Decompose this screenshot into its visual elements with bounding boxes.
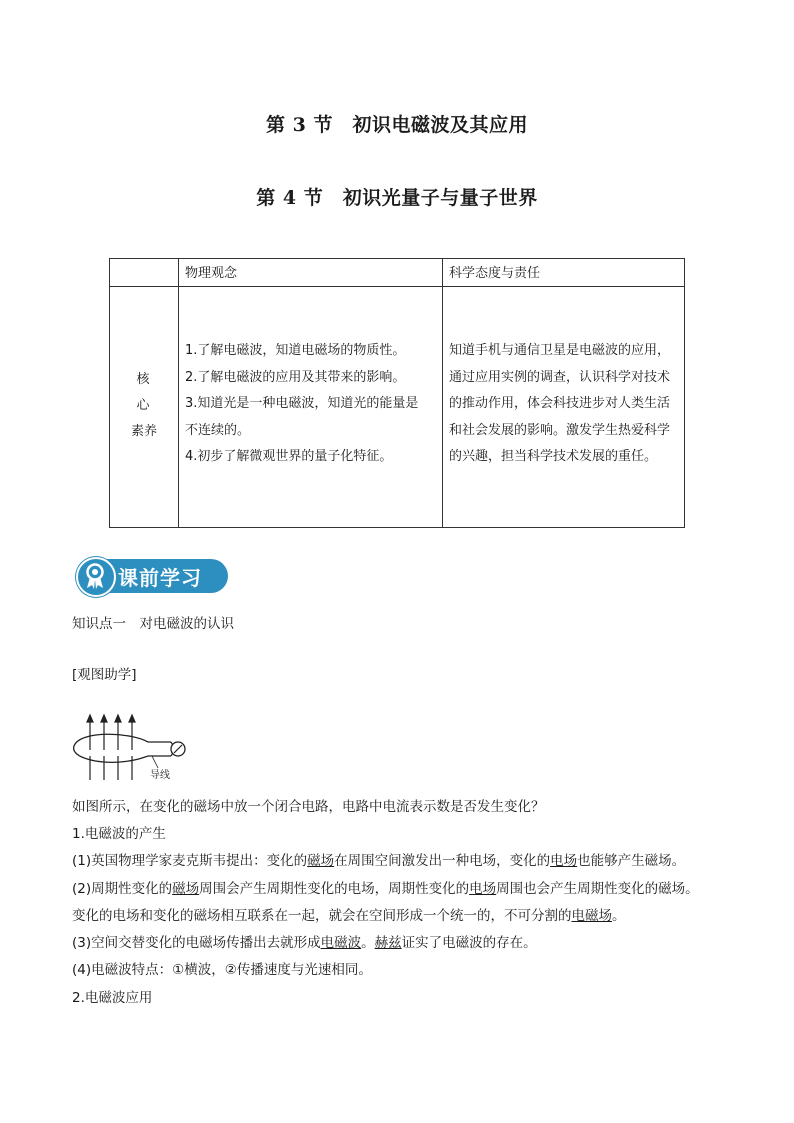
- pre-class-banner: [74, 557, 228, 595]
- subheading: [观图助学]: [72, 667, 137, 683]
- attitude-line: 和社会发展的影响。激发学生热爱科学: [449, 422, 671, 438]
- physics-concept-cell: [179, 287, 443, 528]
- paragraph-3: (3)空间交替变化的电磁场传播出去就形成电磁波。赫兹证实了电磁波的存在。: [72, 935, 537, 951]
- row-label-line-2: 素养: [131, 424, 158, 439]
- attitude-line: 的兴趣，担当科学技术发展的重任。: [449, 449, 658, 464]
- ribbon-award-icon: [82, 562, 108, 590]
- question-text: 如图所示，在变化的磁场中放一个闭合电路，电路中电流表示数是否发生变化？: [72, 799, 545, 815]
- table-corner-cell: [110, 259, 179, 287]
- physics-line: 1.了解电磁波，知道电磁场的物质性。: [185, 343, 406, 358]
- wire-label: 导线: [150, 770, 170, 781]
- physics-line: 2.了解电磁波的应用及其带来的影响。: [185, 369, 406, 385]
- paragraph-2: (2)周期性变化的磁场周围会产生周期性变化的电场，周期性变化的电场周围也会产生周期性变化的磁场。: [72, 881, 699, 897]
- table-header-physics: [179, 259, 443, 287]
- header-attitude-label: 科学态度与责任: [449, 266, 541, 281]
- paragraph-2-continued: 变化的电场和变化的磁场相互联系在一起，就会在空间形成一个统一的，不可分割的电磁场。: [72, 908, 626, 924]
- header-physics-label: 物理观念: [185, 266, 238, 281]
- section-1-title: 1.电磁波的产生: [72, 826, 166, 842]
- section-4-title: 第 4 节 初识光量子与量子世界: [256, 187, 538, 209]
- attitude-line: 知道手机与通信卫星是电磁波的应用，: [449, 343, 671, 358]
- paragraph-4: (4)电磁波特点：①横波，②传播速度与光速相同。: [72, 962, 372, 978]
- knowledge-point-heading: 知识点一 对电磁波的认识: [72, 616, 234, 632]
- row-label-line-1: 核 心: [136, 372, 187, 413]
- attitude-cell: [443, 287, 685, 528]
- banner-label: 课前学习: [118, 566, 202, 590]
- attitude-line: 的推动作用，体会科技进步对人类生活: [449, 396, 671, 411]
- magnetic-field-circuit-diagram: [70, 712, 200, 784]
- section-2-title: 2.电磁波应用: [72, 990, 153, 1006]
- table-header-attitude: [443, 259, 685, 287]
- physics-line: 4.初步了解微观世界的量子化特征。: [185, 449, 393, 464]
- section-3-title: 第 3 节 初识电磁波及其应用: [266, 114, 528, 136]
- physics-line: 3.知道光是一种电磁波，知道光的能量是: [185, 396, 419, 411]
- table-row-label: [110, 287, 187, 528]
- physics-line: 不连续的。: [185, 422, 251, 438]
- attitude-line: 通过应用实例的调查，认识科学对技术: [449, 369, 671, 385]
- paragraph-1: (1)英国物理学家麦克斯韦提出：变化的磁场在周围空间激发出一种电场，变化的电场也能够产生磁场。: [72, 853, 686, 869]
- core-literacy-table: [109, 258, 685, 528]
